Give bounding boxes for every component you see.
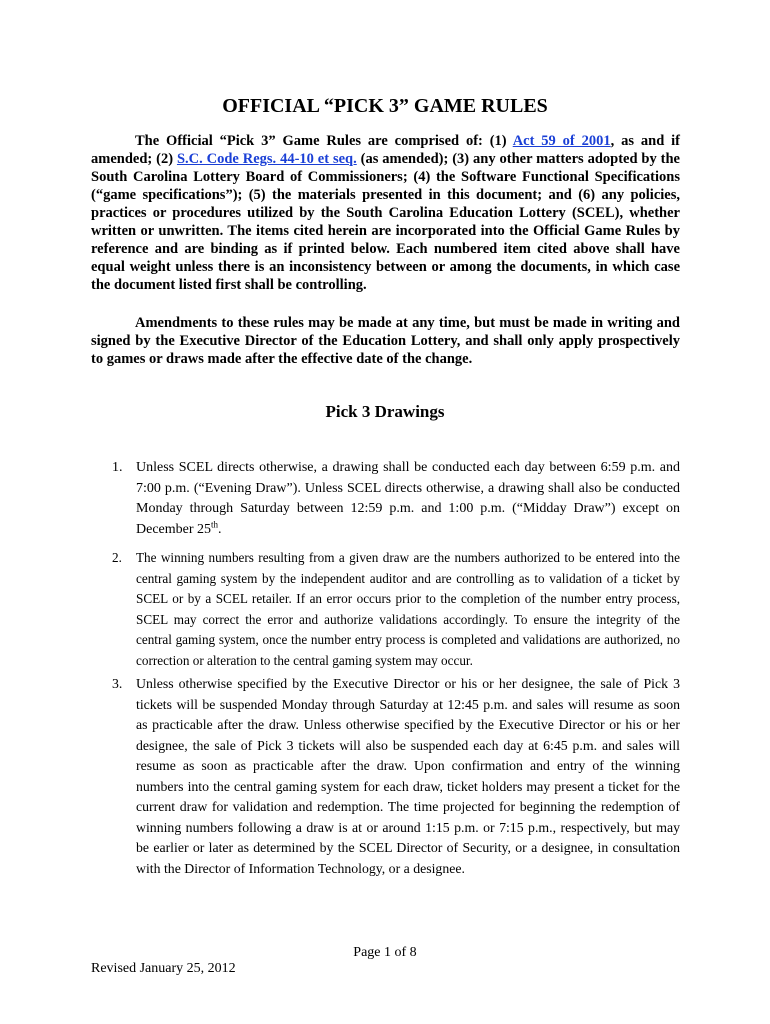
page-number: Page 1 of 8 [353,945,417,960]
rule-item-1 [112,458,680,540]
rule-item-2 [112,548,680,671]
intro-text-part-3: (as amended); (3) any other matters adopted by the South Carolina Lottery Board of Commissioners; (4) the Software Functional Specifications (“game specifications”); (5) the materials presented in this document; and (6) any policies, practices or procedures utilized by the South Carolina Education Lottery (SCEL), whether written or unwritten. The items cited herein are incorporated into the Official Game Rules by reference and are binding as if printed below. Each numbered item cited above shall have equal weight unless there is an inconsistency between or among the documents, in which case the document listed first shall be controlling. [91,151,680,293]
intro-paragraph-1 [91,132,680,294]
rule-3-text: Unless otherwise specified by the Executive Director or his or her designee, the sale of Pick 3 tickets will be suspended Monday through Saturday at 12:45 p.m. and sales will resume as soon as practicable after the draw. Unless otherwise specified by the Executive Director or his or her designee, the sale of Pick 3 tickets will also be suspended each day at 6:45 p.m. and sales will resume as soon as practicable after the draw. Upon confirmation and entry of the winning numbers into the central gaming system for each draw, ticket holders may present a ticket for the current draw for validation and redemption. The time projected for beginning the redemption of winning numbers following a draw is at or around 1:15 p.m. or 7:15 p.m., respectively, but may be earlier or later as determined by the SCEL Director of Security, or a designee, in consultation with the Director of Information Technology, or a designee. [136,676,680,876]
ordinal-suffix: th [211,518,219,529]
rule-1-text: Unless SCEL directs otherwise, a drawing shall be conducted each day between 6:59 p.m. and 7:00 p.m. (“Evening Draw”). Unless SCEL directs otherwise, a drawing shall also be conducted Monday through Saturday between 12:59 p.m. and 1:00 p.m. (“Midday Draw”) except on December 25 [136,460,680,537]
amendments-text: Amendments to these rules may be made at any time, but must be made in writing and signed by the Executive Director of the Education Lottery, and shall only apply prospectively to games or draws made after the effective date of the change. [91,315,680,367]
sc-code-regs-link[interactable]: S.C. Code Regs. 44-10 et seq. [176,151,357,167]
rule-2-text: The winning numbers resulting from a given draw are the numbers authorized to be entered into the central gaming system by the independent auditor and are controlling as to validation of a ticket by SCEL or by a SCEL retailer. If an error occurs prior to the completion of the number entry process, SCEL may correct the error and authorize validations accordingly. To ensure the integrity of the central gaming system, once the number entry process is completed and validations are authorized, no correction or alteration to the central gaming system may occur. [136,550,680,668]
revised-date: Revised January 25, 2012 [91,961,236,976]
rule-number: 1. [112,460,123,475]
intro-text-part-2: , as and if amended; (2) [91,133,680,167]
document-title: OFFICIAL “PICK 3” GAME RULES [222,95,548,117]
act-59-link[interactable]: Act 59 of 2001 [512,133,611,149]
rule-item-3 [112,674,680,879]
rule-number: 2. [112,550,122,565]
section-heading-pick-3-drawings: Pick 3 Drawings [325,402,445,421]
intro-text-part-1: The Official “Pick 3” Game Rules are comprised of: (1) [135,133,513,149]
intro-paragraph-2 [91,314,680,368]
rule-1-tail: . [218,521,222,537]
rule-text [136,458,680,540]
rule-number: 3. [112,676,123,691]
